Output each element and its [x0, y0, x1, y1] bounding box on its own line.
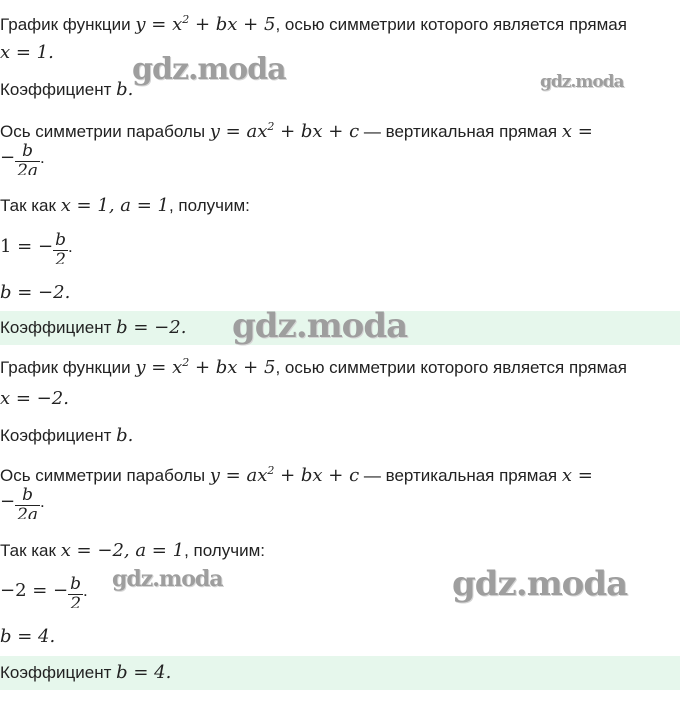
- task1-parabola-axis: Ось симметрии параболы $y = ax^2$ + bx + c — вертикальная прямая x =: [0, 120, 593, 142]
- task2-coef-question: Коэффициент b.: [0, 425, 134, 446]
- watermark-logo: gdz.moda: [132, 52, 286, 87]
- task2-result: b = 4.: [0, 626, 56, 647]
- watermark-logo: gdz.moda: [540, 72, 624, 92]
- watermark-logo: gdz.moda: [452, 564, 628, 604]
- task2-answer: Коэффициент b = 4.: [0, 662, 172, 683]
- task1-equation: 1 = − $\frac{b}{2}$ .: [0, 231, 73, 264]
- task1-axis-fraction: − $\frac{b}{2a}$ .: [0, 142, 45, 175]
- function-formula: $y = x^2$ + bx + 5: [135, 13, 276, 35]
- task1-condition: Так как x = 1, a = 1, получим:: [0, 195, 250, 216]
- watermark-logo: gdz.moda: [232, 306, 408, 346]
- task1-statement: График функции $y = x^2$ + bx + 5, осью симметрии которого является прямая: [0, 13, 627, 35]
- task2-statement: График функции $y = x^2$ + bx + 5, осью симметрии которого является прямая: [0, 356, 627, 378]
- watermark-logo: gdz.moda: [112, 566, 223, 592]
- task1-coef-question: Коэффициент b.: [0, 79, 134, 100]
- task2-equation: −2 = − $\frac{b}{2}$ .: [0, 575, 88, 608]
- task1-result: b = −2.: [0, 282, 71, 303]
- task1-answer: Коэффициент b = −2.: [0, 317, 187, 338]
- task1-axis-line: x = 1.: [0, 42, 54, 63]
- task2-condition: Так как x = −2, a = 1, получим:: [0, 540, 265, 561]
- task2-parabola-axis: Ось симметрии параболы $y = ax^2$ + bx + c — вертикальная прямая x =: [0, 464, 593, 486]
- task2-answer-box: [0, 656, 680, 690]
- task2-axis-fraction: − $\frac{b}{2a}$ .: [0, 486, 45, 519]
- task2-axis-line: x = −2.: [0, 388, 69, 409]
